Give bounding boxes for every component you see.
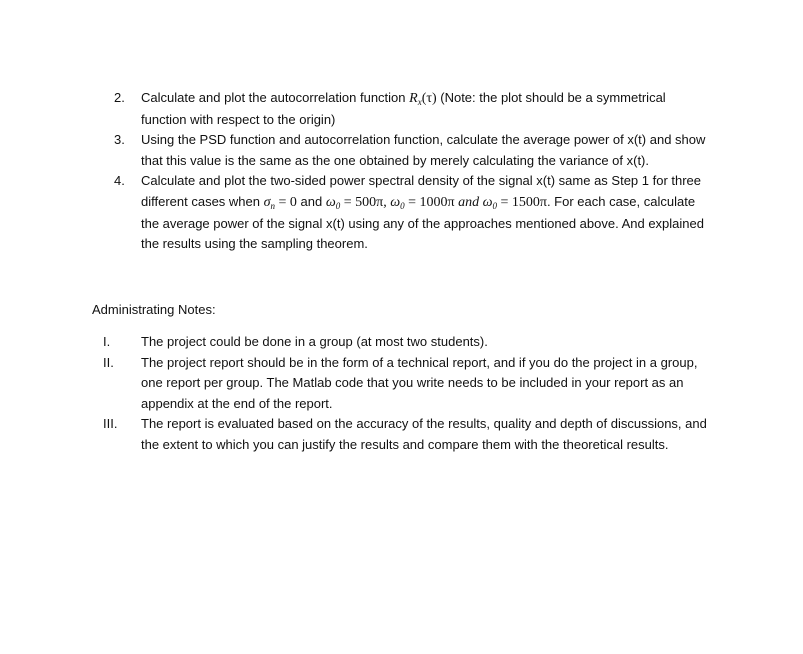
step-text	[141, 173, 704, 251]
note-number: II.	[103, 354, 114, 370]
math-r-argument: (τ)	[421, 91, 437, 106]
step-text-part: and	[296, 193, 326, 209]
note-item	[103, 353, 714, 415]
step-text-part: Calculate and plot the two-sided power spectral density of the signal x(t) same as Step 1 for three different cases when	[141, 173, 702, 209]
step-number: 3.	[114, 132, 125, 148]
step-number: 4.	[114, 173, 125, 189]
math-omega: ω	[390, 194, 401, 210]
sigma-equation	[264, 195, 297, 210]
math-omega-value: = 500π,	[340, 194, 391, 210]
math-omega-subscript: 0	[492, 200, 497, 211]
step-item-4	[114, 171, 714, 254]
math-and: and	[458, 194, 480, 210]
note-item	[103, 332, 714, 353]
step-text-part: Calculate and plot the autocorrelation function	[141, 90, 410, 105]
math-sigma-value: = 0	[275, 194, 297, 210]
math-omega-subscript: 0	[335, 200, 341, 211]
administrating-notes-list	[103, 332, 714, 456]
step-item-2	[114, 88, 714, 130]
step-item-3	[114, 130, 714, 171]
math-omega-value: = 1500π	[496, 194, 547, 210]
note-number: III.	[103, 416, 118, 432]
step-text	[141, 90, 666, 127]
note-text: The project report should be in the form of a technical report, and if you do the project in a group, one report per group. The Matlab code that you write needs to be included in your report as an appendix at the end of the report.	[141, 354, 698, 411]
math-r: R	[409, 91, 418, 106]
note-text: The project could be done in a group (at most two students).	[141, 334, 488, 349]
step-text-part: . For each case, calculate the average power of the signal x(t) using any of the approaches mentioned above. And explained the results using the sampling theorem.	[141, 193, 704, 252]
notes-heading: Administrating Notes:	[92, 302, 216, 317]
autocorrelation-symbol	[409, 91, 437, 106]
math-omega: ω	[479, 194, 493, 210]
note-text: The report is evaluated based on the accuracy of the results, quality and depth of discussions, and the extent to which you can justify the results and compare them with the theoretical results.	[141, 416, 707, 452]
math-r-subscript: x	[417, 97, 422, 107]
step-number: 2.	[114, 90, 125, 105]
omega-equations	[326, 195, 547, 210]
math-sigma-subscript: n	[270, 200, 276, 211]
note-item	[103, 414, 714, 455]
math-omega: ω	[325, 194, 336, 210]
step-text-part: (Note: the plot should be a symmetrical function with respect to the origin)	[141, 90, 666, 127]
math-omega-value: = 1000π	[404, 194, 459, 210]
instruction-steps-list	[114, 88, 714, 255]
note-number: I.	[103, 334, 111, 349]
math-omega-subscript: 0	[400, 200, 405, 211]
step-text: Using the PSD function and autocorrelation function, calculate the average power of x(t) and show that this value is the same as the one obtained by merely calculating the variance of x(t).	[141, 132, 706, 168]
math-sigma: σ	[263, 194, 271, 210]
